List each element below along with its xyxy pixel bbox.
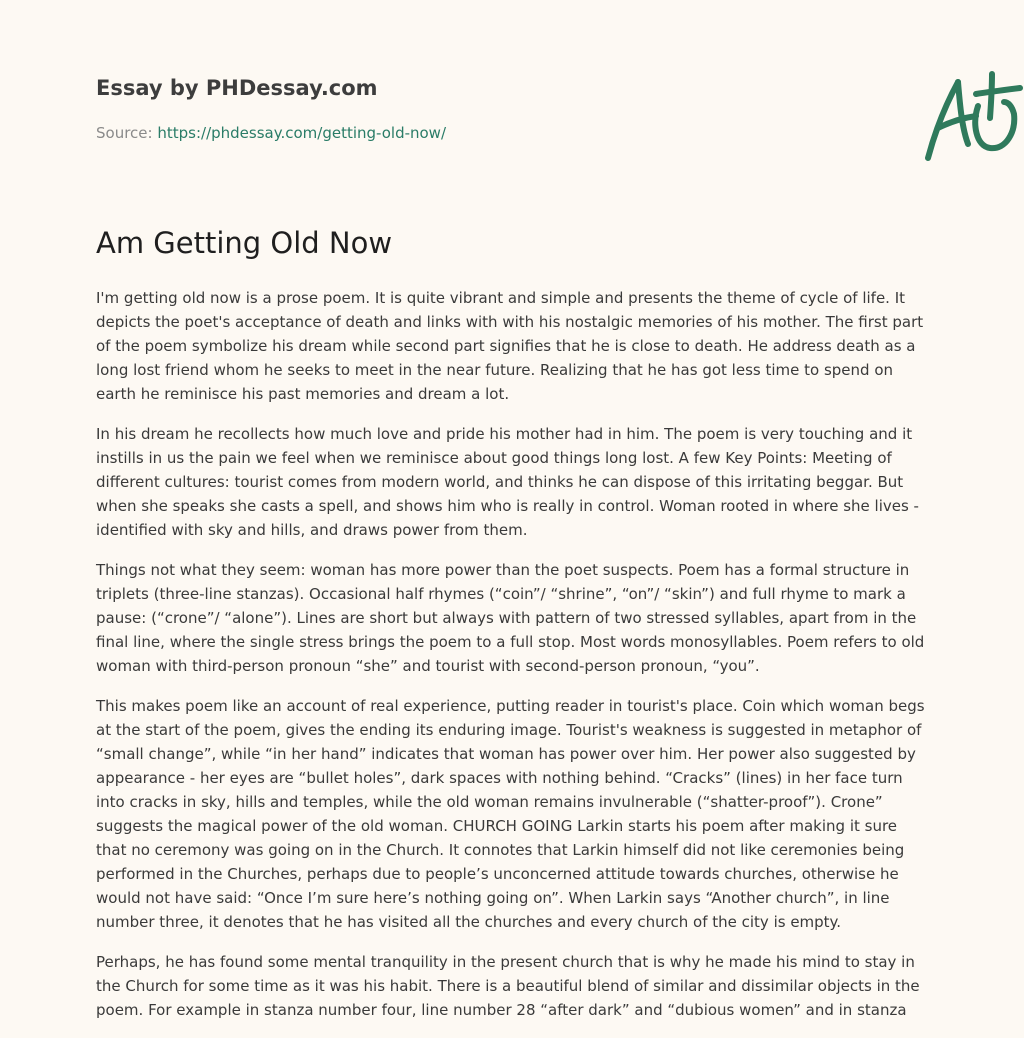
source-link[interactable]: https://phdessay.com/getting-old-now/ xyxy=(157,124,447,142)
document-title: Am Getting Old Now xyxy=(96,226,393,260)
a-plus-logo-icon xyxy=(916,66,1024,166)
document-body xyxy=(96,286,928,1038)
logo-a-right-stroke xyxy=(958,82,968,144)
paragraph: In his dream he recollects how much love and pride his mother had in him. The poem is very touching and it instills in us the pain we feel when we reminisce about good things long lost. A few Key Points: Meeting of different cultures: tourist comes from modern world, and thinks he can dispose of this irritating beggar. But when she speaks she casts a spell, and shows him who is really in control. Woman rooted in where she lives - identified with sky and hills, and draws power from them. xyxy=(96,425,919,539)
site-title: Essay by PHDessay.com xyxy=(96,76,378,100)
source-label: Source: xyxy=(96,124,153,142)
logo-plus-horizontal xyxy=(976,88,1020,94)
paragraph: Perhaps, he has found some mental tranquility in the present church that is why he made his mind to stay in the Church for some time as it was his habit. There is a beautiful blend of similar and dissimilar objects in the poem. For example in stanza number four, line number 28 “after dark” and “dubious women” and in stanza xyxy=(96,953,920,1019)
paragraph: Things not what they seem: woman has more power than the poet suspects. Poem has a formal structure in triplets (three-line stanzas). Occasional half rhymes (“coin”/ “shrine”, “on”/ “skin”) and full rhyme to mark a pause: (“crone”/ “alone”). Lines are short but always with pattern of two stressed syllables, apart from in the final line, where the single stress brings the poem to a full stop. Most words monosyllables. Poem refers to old woman with third-person pronoun “she” and tourist with second-person pronoun, “you”. xyxy=(96,561,925,675)
paragraph: I'm getting old now is a prose poem. It is quite vibrant and simple and presents the theme of cycle of life. It depicts the poet's acceptance of death and links with with his nostalgic memories of his mother. The first part of the poem symbolize his dream while second part signifies that he is close to death. He address death as a long lost friend whom he seeks to meet in the near future. Realizing that he has got less time to spend on earth he reminisce his past memories and dream a lot. xyxy=(96,289,924,403)
logo-plus-vertical xyxy=(990,74,992,118)
paragraph: This makes poem like an account of real experience, putting reader in tourist's place. Coin which woman begs at the start of the poem, gives the ending its enduring image. Tourist's weakness is suggested in metaphor of “small change”, while “in her hand” indicates that woman has power over him. Her power also suggested by appearance - her eyes are “bullet holes”, dark spaces with nothing behind. “Cracks” (lines) in her face turn into cracks in sky, hills and temples, while the old woman remains invulnerable (“shatter-proof”). Crone” suggests the magical power of the old woman. CHURCH GOING Larkin starts his poem after making it sure that no ceremony was going on in the Church. It connotes that Larkin himself did not like ceremonies being performed in the Churches, perhaps due to people’s unconcerned attitude towards churches, otherwise he would not have said: “Once I’m sure here’s nothing going on”. When Larkin says “Another church”, in line number three, it denotes that he has visited all the churches and every church of the city is empty. xyxy=(96,697,925,931)
logo-plus-curl xyxy=(975,102,1014,148)
source-line xyxy=(96,124,446,142)
